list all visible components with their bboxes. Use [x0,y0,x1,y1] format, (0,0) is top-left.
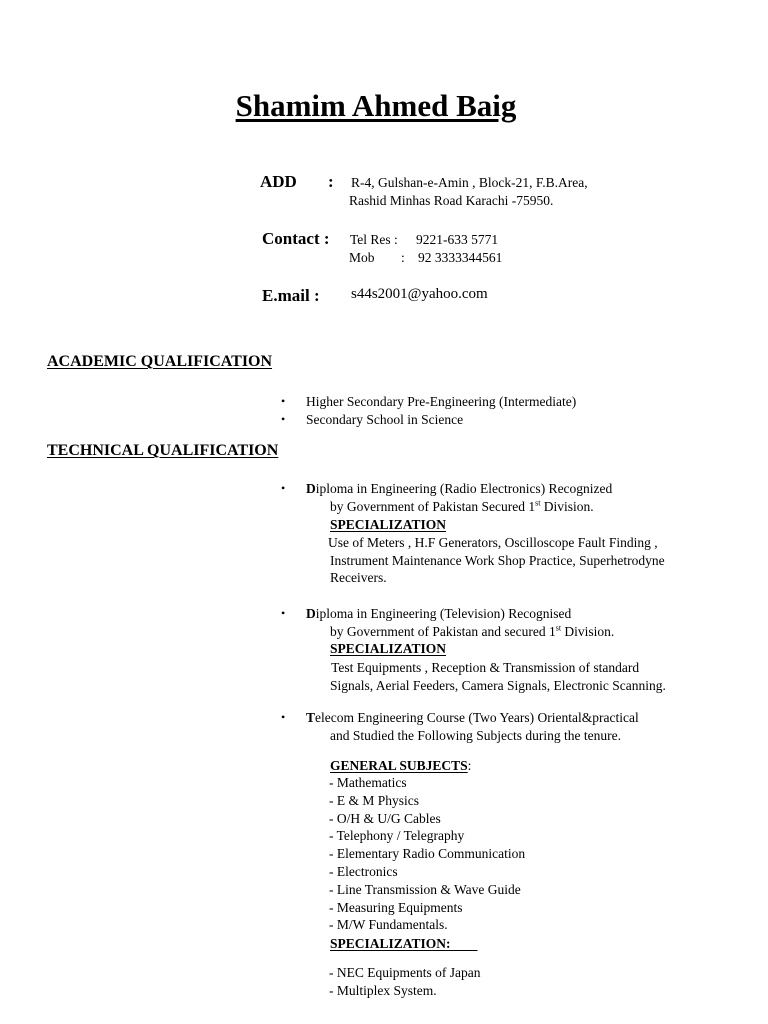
email-value: s44s2001@yahoo.com [351,286,488,302]
specialization-line: Receivers. [330,570,387,585]
page-title: Shamim Ahmed Baig [235,88,517,123]
tech-item-title-rest: elecom Engineering Course (Two Years) Oriental&practical [315,710,639,725]
email-label: E.mail : [262,286,320,305]
general-subjects-heading [330,757,471,775]
ordinal-suffix: st [555,623,562,633]
specialization-label: SPECIALIZATION [330,517,447,532]
tech-item-description: and Studied the Following Subjects during the tenure. [330,728,621,743]
contact-label: Contact : [262,229,330,248]
ordinal-suffix: st [535,498,541,508]
tech-item-initial: T [306,710,316,725]
address-line-1: R-4, Gulshan-e-Amin , Block-21, F.B.Area, [351,175,588,190]
specialization-line: Test Equipments , Reception & Transmission of standard [328,660,640,675]
list-item: - E & M Physics [329,792,420,808]
list-item: - Electronics [329,863,398,879]
specialization-label: SPECIALIZATION [330,641,447,656]
tech-item-title-rest: iploma in Engineering (Radio Electronics) Recognized [315,481,613,496]
subjects-list [329,774,525,934]
tel-res-label: Tel Res : [350,232,398,247]
address-line-2: Rashid Minhas Road Karachi -75950. [349,193,554,208]
recognition-text: by Government of Pakistan Secured 1 [330,499,536,514]
list-item: - M/W Fundamentals. [329,917,448,933]
list-item: - O/H & U/G Cables [329,810,441,826]
list-item: - Multiplex System. [329,982,437,998]
bullet-icon: • [281,710,286,724]
list-item: - Mathematics [329,775,407,790]
list-item: - Elementary Radio Communication [329,846,526,862]
list-item: - Telephony / Telegraphy [329,828,465,844]
recognition-text-end: Division. [540,499,594,514]
technical-heading: TECHNICAL QUALIFICATION [47,442,279,459]
bullet-icon: • [281,394,286,408]
tech-item-recognition [330,623,614,641]
general-subjects-colon: : [467,758,472,773]
mob-value: 92 3333344561 [418,250,503,265]
list-item: - Line Transmission & Wave Guide [329,881,521,897]
bullet-icon: • [281,606,286,620]
tech-item-title-rest: iploma in Engineering (Television) Recognised [315,606,572,621]
academic-item: Higher Secondary Pre-Engineering (Intermediate) [306,394,577,409]
add-colon: : [328,172,334,191]
add-label: ADD [260,172,297,191]
tel-res-value: 9221-633 5771 [416,232,499,247]
specialization-line: Signals, Aerial Feeders, Camera Signals, Electronic Scanning. [330,678,666,693]
specialization-underline-gap [451,936,478,951]
tech-item-title [306,480,612,498]
recognition-text: by Government of Pakistan and secured 1 [330,624,556,639]
bullet-icon: • [281,412,286,426]
mob-colon: : [401,250,405,265]
academic-heading: ACADEMIC QUALIFICATION [47,353,273,370]
specialization-list [329,964,480,1000]
list-item: - NEC Equipments of Japan [329,965,481,980]
tech-item-recognition [330,498,594,516]
specialization-label [330,935,478,953]
general-subjects-label: GENERAL SUBJECTS [330,758,468,773]
tech-item-initial: D [306,606,316,621]
specialization-line: Instrument Maintenance Work Shop Practice, Superhetrodyne [330,553,665,568]
mob-label: Mob [349,250,375,265]
tech-item-title [306,605,571,623]
specialization-line: Use of Meters , H.F Generators, Oscilloscope Fault Finding , [328,535,658,550]
tech-item-title [306,709,639,727]
bullet-icon: • [281,481,286,495]
specialization-label-text: SPECIALIZATION: [330,936,451,951]
academic-item: Secondary School in Science [306,412,464,427]
recognition-text-end: Division. [561,624,615,639]
tech-item-initial: D [306,481,316,496]
list-item: - Measuring Equipments [329,899,463,915]
